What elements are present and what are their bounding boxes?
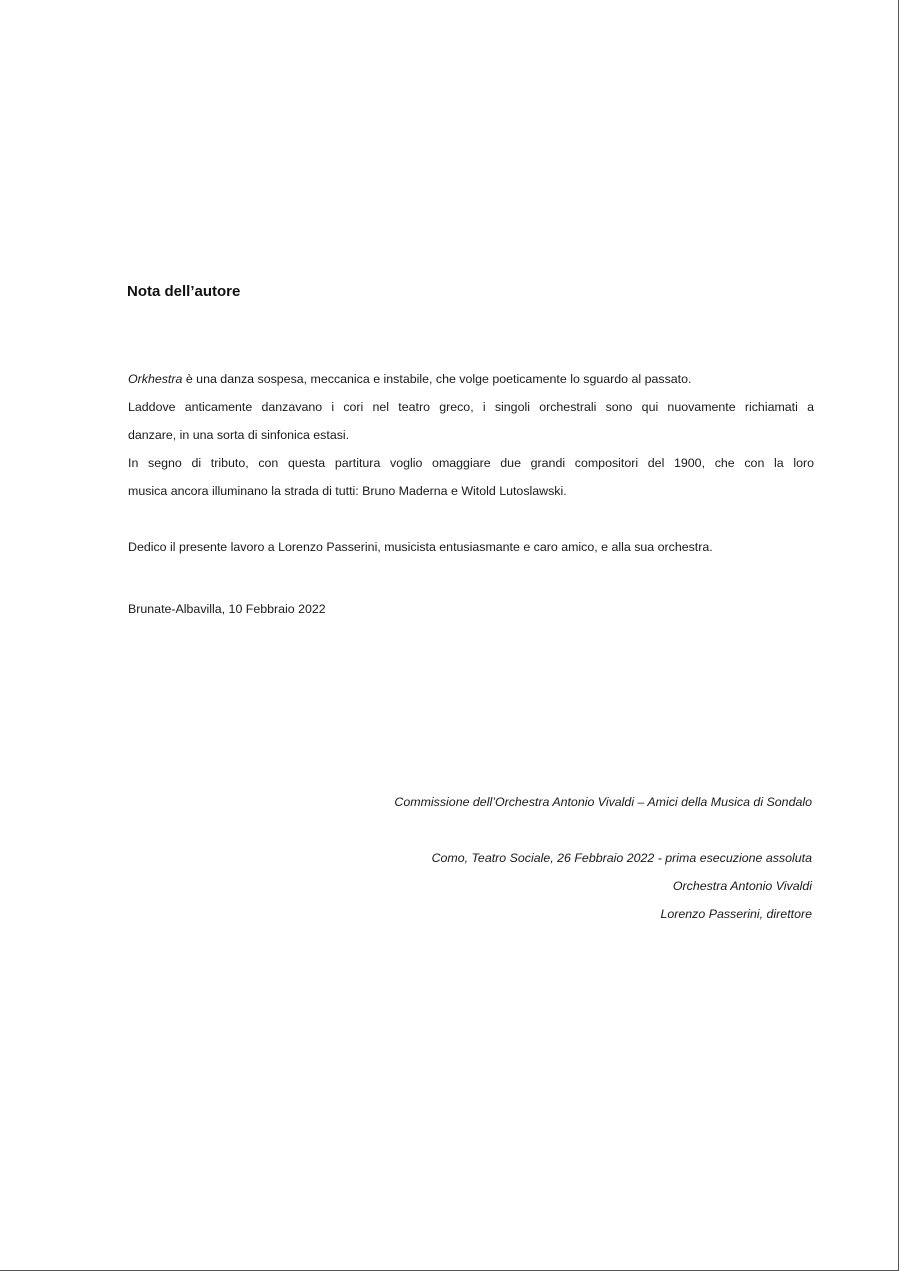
page-title: Nota dell’autore (127, 283, 241, 300)
intro-line-1-text: è una danza sospesa, meccanica e instabile, che volge poeticamente lo sguardo al passato. (182, 372, 692, 386)
intro-line-5: musica ancora illuminano la strada di tutti: Bruno Maderna e Witold Lutoslawski. (128, 484, 567, 498)
premiere-line-3: Lorenzo Passerini, direttore (660, 907, 812, 921)
dedication-text: Dedico il presente lavoro a Lorenzo Passerini, musicista entusiasmante e caro amico, e alla sua orchestra. (128, 540, 713, 554)
work-title: Orkhestra (128, 372, 183, 386)
intro-line-4: In segno di tributo, con questa partitura voglio omaggiare due grandi compositori del 1900, che con la loro (128, 456, 814, 470)
intro-line-2: Laddove anticamente danzavano i cori nel teatro greco, i singoli orchestrali sono qui nuovamente richiamati a (128, 400, 814, 414)
place-date-text: Brunate-Albavilla, 10 Febbraio 2022 (128, 602, 326, 616)
commission-text: Commissione dell’Orchestra Antonio Vivaldi – Amici della Musica di Sondalo (394, 795, 812, 809)
premiere-line-2: Orchestra Antonio Vivaldi (672, 879, 812, 893)
intro-line-3: danzare, in una sorta di sinfonica estasi. (128, 428, 350, 442)
intro-line-1 (128, 365, 814, 393)
premiere-line-1: Como, Teatro Sociale, 26 Febbraio 2022 - prima esecuzione assoluta (431, 851, 812, 865)
intro-paragraph (128, 365, 814, 505)
